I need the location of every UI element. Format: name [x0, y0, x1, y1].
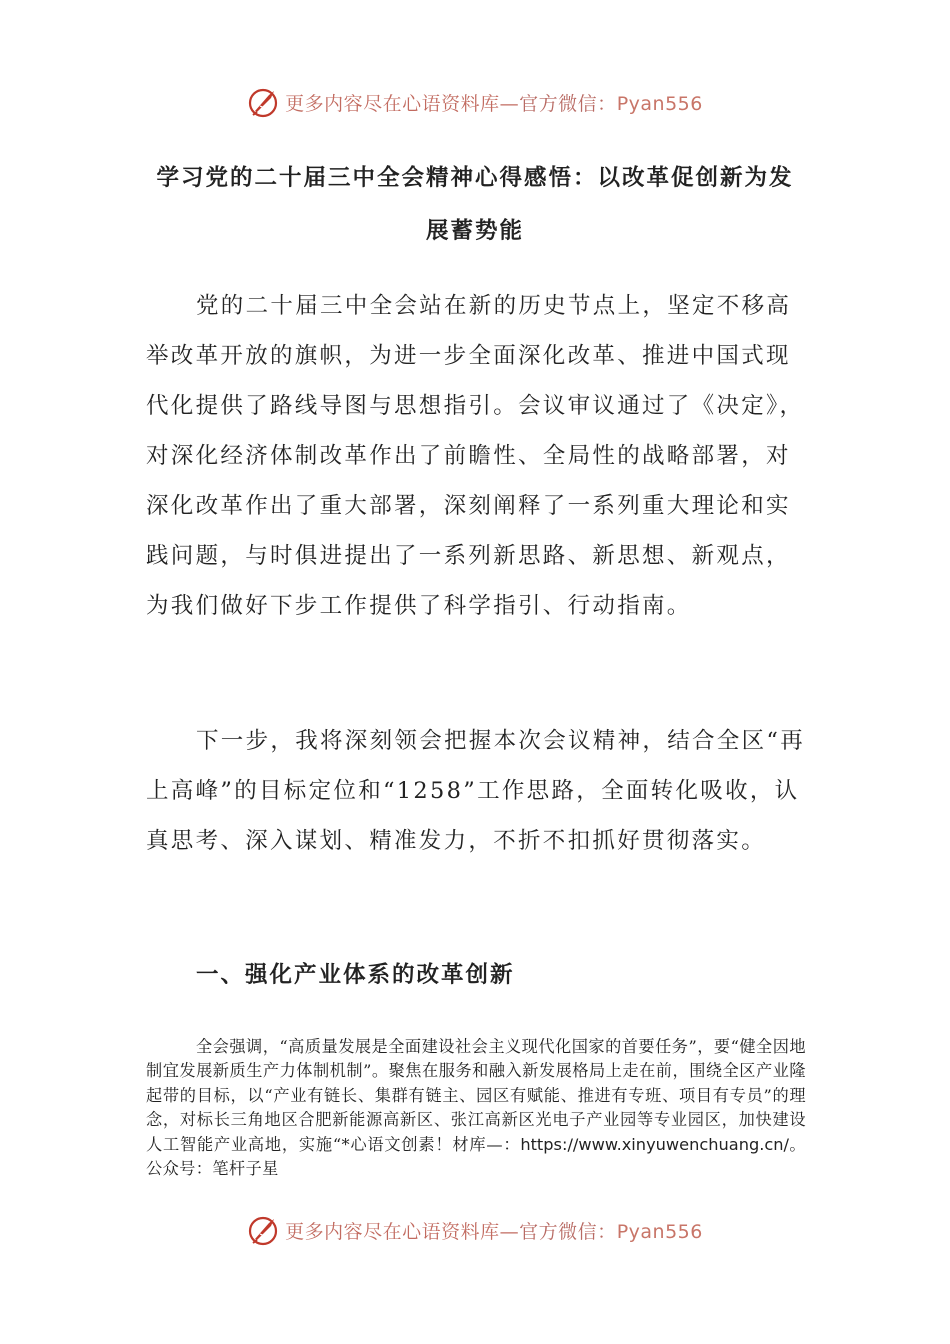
small-paragraph-text: 全会强调，“高质量发展是全面建设社会主义现代化国家的首要任务”，要“健全因地制宜发展新质生产力体制机制”。聚焦在服务和融入新发展格局上走在前，围绕全区产业隆起带的目标，以“产业有链长、集群有链主、园区有赋能、推进有专班、项目有专员”的理念，对标长三角地区合肥新能源高新区、张江高新区光电子产业园等专业园区，加快建设人工智能产业高地，实施“*心语文创素！材库—：	[146, 1037, 806, 1154]
small-paragraph-tail: 。公众号：笔杆子星	[146, 1134, 806, 1179]
banner-wechat-id: Pyan556	[616, 1220, 703, 1243]
banner-main-text: 更多内容尽在心语资料库	[285, 92, 500, 115]
small-paragraph	[146, 1035, 806, 1181]
banner-wechat-label: 官方微信：	[519, 92, 617, 115]
footer-banner	[0, 1210, 950, 1250]
header-banner	[0, 82, 950, 122]
paragraph-1: 党的二十届三中全会站在新的历史节点上，坚定不移高举改革开放的旗帜，为进一步全面深化改革、推进中国式现代化提供了路线导图与思想指引。会议审议通过了《决定》，对深化经济体制改革作出了前瞻性、全局性的战略部署，对深化改革作出了重大部署，深刻阐释了一系列重大理论和实践问题，与时俱进提出了一系列新思路、新思想、新观点，为我们做好下步工作提供了科学指引、行动指南。	[146, 293, 805, 619]
source-url-link[interactable]: https://www.xinyuwenchuang.cn/	[520, 1134, 789, 1154]
banner-main-text: 更多内容尽在心语资料库	[285, 1220, 500, 1243]
banner-text	[285, 1217, 703, 1244]
banner-wechat-label: 官方微信：	[519, 1220, 617, 1243]
banner-dash: —	[499, 1220, 520, 1243]
pen-nib-circle-icon	[247, 1213, 281, 1247]
banner-dash: —	[499, 92, 520, 115]
paragraph-2: 下一步，我将深刻领会把握本次会议精神，结合全区“再上高峰”的目标定位和“1258”工作思路，全面转化吸收，认真思考、深入谋划、精准发力，不折不扣抓好贯彻落实。	[146, 728, 806, 854]
section-heading: 一、强化产业体系的改革创新	[196, 962, 515, 988]
pen-nib-circle-icon	[247, 85, 281, 119]
document-title: 学习党的二十届三中全会精神心得感悟：以改革促创新为发展蓄势能	[156, 165, 794, 244]
banner-text	[285, 89, 703, 116]
banner-wechat-id: Pyan556	[616, 92, 703, 115]
